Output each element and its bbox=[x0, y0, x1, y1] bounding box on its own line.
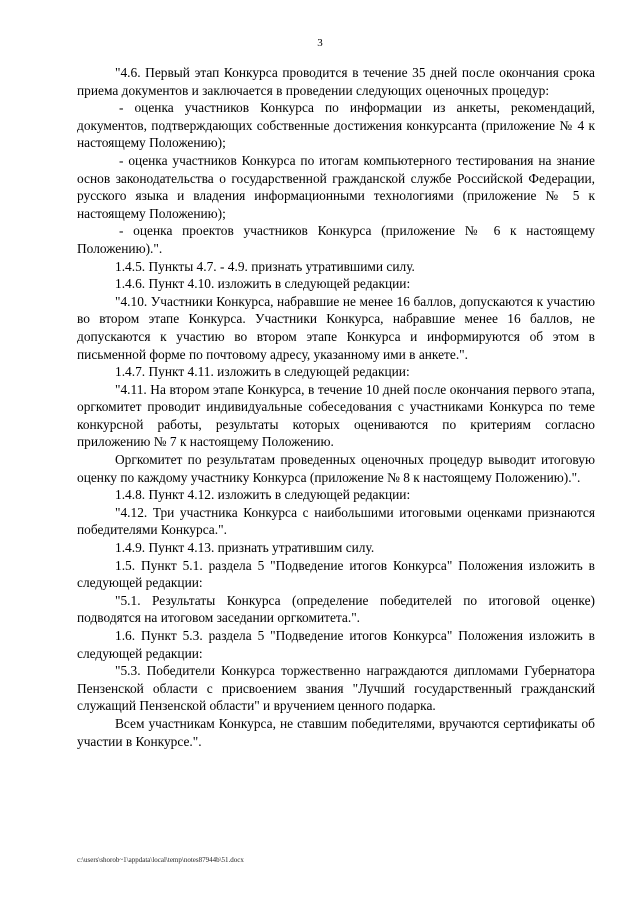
paragraph-5-1: "5.1. Результаты Конкурса (определение победителей по итоговой оценке) подводятся на итоговом заседании оргкомитета.". bbox=[77, 592, 595, 626]
paragraph-4-11: "4.11. На втором этапе Конкурса, в течение 10 дней после окончания первого этапа, оргкомитет проводит индивидуальные собеседования с участниками Конкурса по теме конкурсной работы, результаты которых оцениваются по критериям согласно приложению № 7 к настоящему Положению. bbox=[77, 381, 595, 450]
paragraph-certificates: Всем участникам Конкурса, не ставшим победителями, вручаются сертификаты об участии в Конкурсе.". bbox=[77, 715, 595, 749]
paragraph-orgcommittee-final-score: Оргкомитет по результатам проведенных оценочных процедур выводит итоговую оценку по каждому участнику Конкурса (приложение № 8 к настоящему Положению).". bbox=[77, 452, 595, 485]
paragraph-1-4-9: 1.4.9. Пункт 4.13. признать утратившим силу. bbox=[115, 540, 375, 556]
file-path-footer: c:\users\shorob~1\appdata\local\temp\notes87944b\51.docx bbox=[77, 856, 244, 864]
document-body bbox=[77, 64, 595, 750]
list-item-questionnaire-assessment: - оценка участников Конкурса по информации из анкеты, рекомендаций, документов, подтверждающих собственные достижения конкурсанта (приложение № 4 к настоящему Положению); bbox=[77, 100, 595, 151]
list-item-project-assessment: - оценка проектов участников Конкурса (приложение № 6 к настоящему Положению).". bbox=[77, 223, 595, 256]
paragraph-1-4-7: 1.4.7. Пункт 4.11. изложить в следующей редакции: bbox=[115, 364, 410, 380]
paragraph-4-6: "4.6. Первый этап Конкурса проводится в течение 35 дней после окончания срока приема документов и заключается в проведении следующих оценочных процедур: bbox=[77, 65, 595, 98]
list-item-computer-testing: - оценка участников Конкурса по итогам компьютерного тестирования на знание основ законодательства о государственной гражданской службе Российской Федерации, русского языка и владения информационными технологиями (приложение № 5 к настоящему Положению); bbox=[77, 152, 595, 221]
paragraph-1-4-5: 1.4.5. Пункты 4.7. - 4.9. признать утратившими силу. bbox=[115, 258, 415, 274]
paragraph-4-12: "4.12. Три участника Конкурса с наибольшими итоговыми оценками признаются победителями Конкурса.". bbox=[77, 504, 595, 538]
paragraph-5-3: "5.3. Победители Конкурса торжественно награждаются дипломами Губернатора Пензенской области с присвоением звания "Лучший государственный гражданский служащий Пензенской области" и вручением ценного подарка. bbox=[77, 663, 595, 714]
paragraph-1-4-6: 1.4.6. Пункт 4.10. изложить в следующей редакции: bbox=[115, 276, 411, 292]
paragraph-1-6: 1.6. Пункт 5.3. раздела 5 "Подведение итогов Конкурса" Положения изложить в следующей редакции: bbox=[77, 628, 595, 661]
paragraph-4-10: "4.10. Участники Конкурса, набравшие не менее 16 баллов, допускаются к участию во втором этапе Конкурса. Участники Конкурса, набравшие менее 16 баллов, не допускаются к участию во втором этапе Конкурса и информируются об этом в письменной форме по почтовому адресу, указанному ими в анкете.". bbox=[77, 293, 595, 362]
page-number: 3 bbox=[317, 37, 323, 49]
paragraph-1-5: 1.5. Пункт 5.1. раздела 5 "Подведение итогов Конкурса" Положения изложить в следующей редакции: bbox=[77, 557, 595, 591]
paragraph-1-4-8: 1.4.8. Пункт 4.12. изложить в следующей редакции: bbox=[115, 487, 411, 503]
